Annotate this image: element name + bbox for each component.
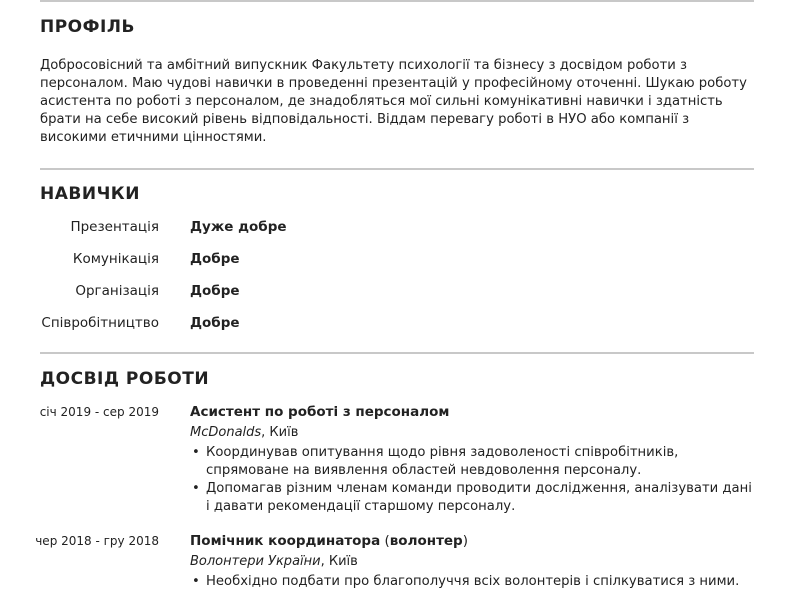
- job-location: , Київ: [261, 425, 299, 440]
- section-divider: [40, 0, 754, 2]
- skill-row: [0, 283, 793, 301]
- title-paren-close: ): [462, 533, 468, 549]
- profile-text: Добросовісний та амбітний випускник Факультету психології та бізнесу з досвідом роботи з персоналом. Маю чудові навички в проведенні презентацій у професійному оточенні. Шукаю роботу асистента по роботі з персоналом, де знадобляться мої сильні комунікативні навички і здатність брати на себе високий рівень відповідальності. Віддам перевагу роботі в НУО або компанії з високими етичними цінностями.: [40, 58, 747, 145]
- job-organization: [190, 425, 298, 440]
- skill-level: Добре: [190, 251, 240, 267]
- skill-row: [0, 251, 793, 269]
- skill-name: Комунікація: [72, 251, 159, 267]
- job-title: [190, 533, 468, 549]
- experience-heading: ДОСВІД РОБОТИ: [40, 369, 210, 389]
- job-title-extra: волонтер: [389, 533, 463, 549]
- job-duties: [190, 573, 754, 591]
- title-paren-open: (: [380, 533, 390, 549]
- skill-level: Добре: [190, 315, 240, 331]
- job-entry: [0, 533, 793, 589]
- job-duty: • Допомагав різним членам команди проводити дослідження, аналізувати дані і давати рекомендації старшому персоналу.: [190, 480, 754, 516]
- job-duties: [190, 444, 754, 516]
- profile-heading: ПРОФІЛЬ: [40, 17, 135, 37]
- job-title: [190, 404, 449, 420]
- job-company: Волонтери України: [190, 554, 321, 569]
- job-organization: [190, 554, 358, 569]
- job-dates: січ 2019 - сер 2019: [39, 405, 159, 419]
- section-divider: [40, 168, 754, 170]
- job-company: McDonalds: [190, 425, 262, 440]
- skill-level: Добре: [190, 283, 240, 299]
- section-divider: [40, 352, 754, 354]
- skill-name: Співробітництво: [41, 315, 159, 331]
- job-duty: • Необхідно подбати про благополуччя всіх волонтерів і спілкуватися з ними.: [190, 573, 754, 591]
- job-dates: чер 2018 - гру 2018: [35, 534, 159, 548]
- job-title-text: Помічник координатора: [190, 533, 381, 549]
- job-entry: [0, 404, 793, 524]
- skills-heading: НАВИЧКИ: [40, 184, 140, 204]
- skill-row: [0, 219, 793, 237]
- skill-level: Дуже добре: [190, 219, 287, 235]
- skill-row: [0, 315, 793, 333]
- skill-name: Презентація: [70, 219, 159, 235]
- job-title-text: Асистент по роботі з персоналом: [190, 404, 450, 420]
- skill-name: Організація: [75, 283, 159, 299]
- job-duty: • Координував опитування щодо рівня задоволеності співробітників, спрямоване на виявлення областей невдоволення персоналу.: [190, 444, 754, 480]
- job-location: , Київ: [320, 554, 358, 569]
